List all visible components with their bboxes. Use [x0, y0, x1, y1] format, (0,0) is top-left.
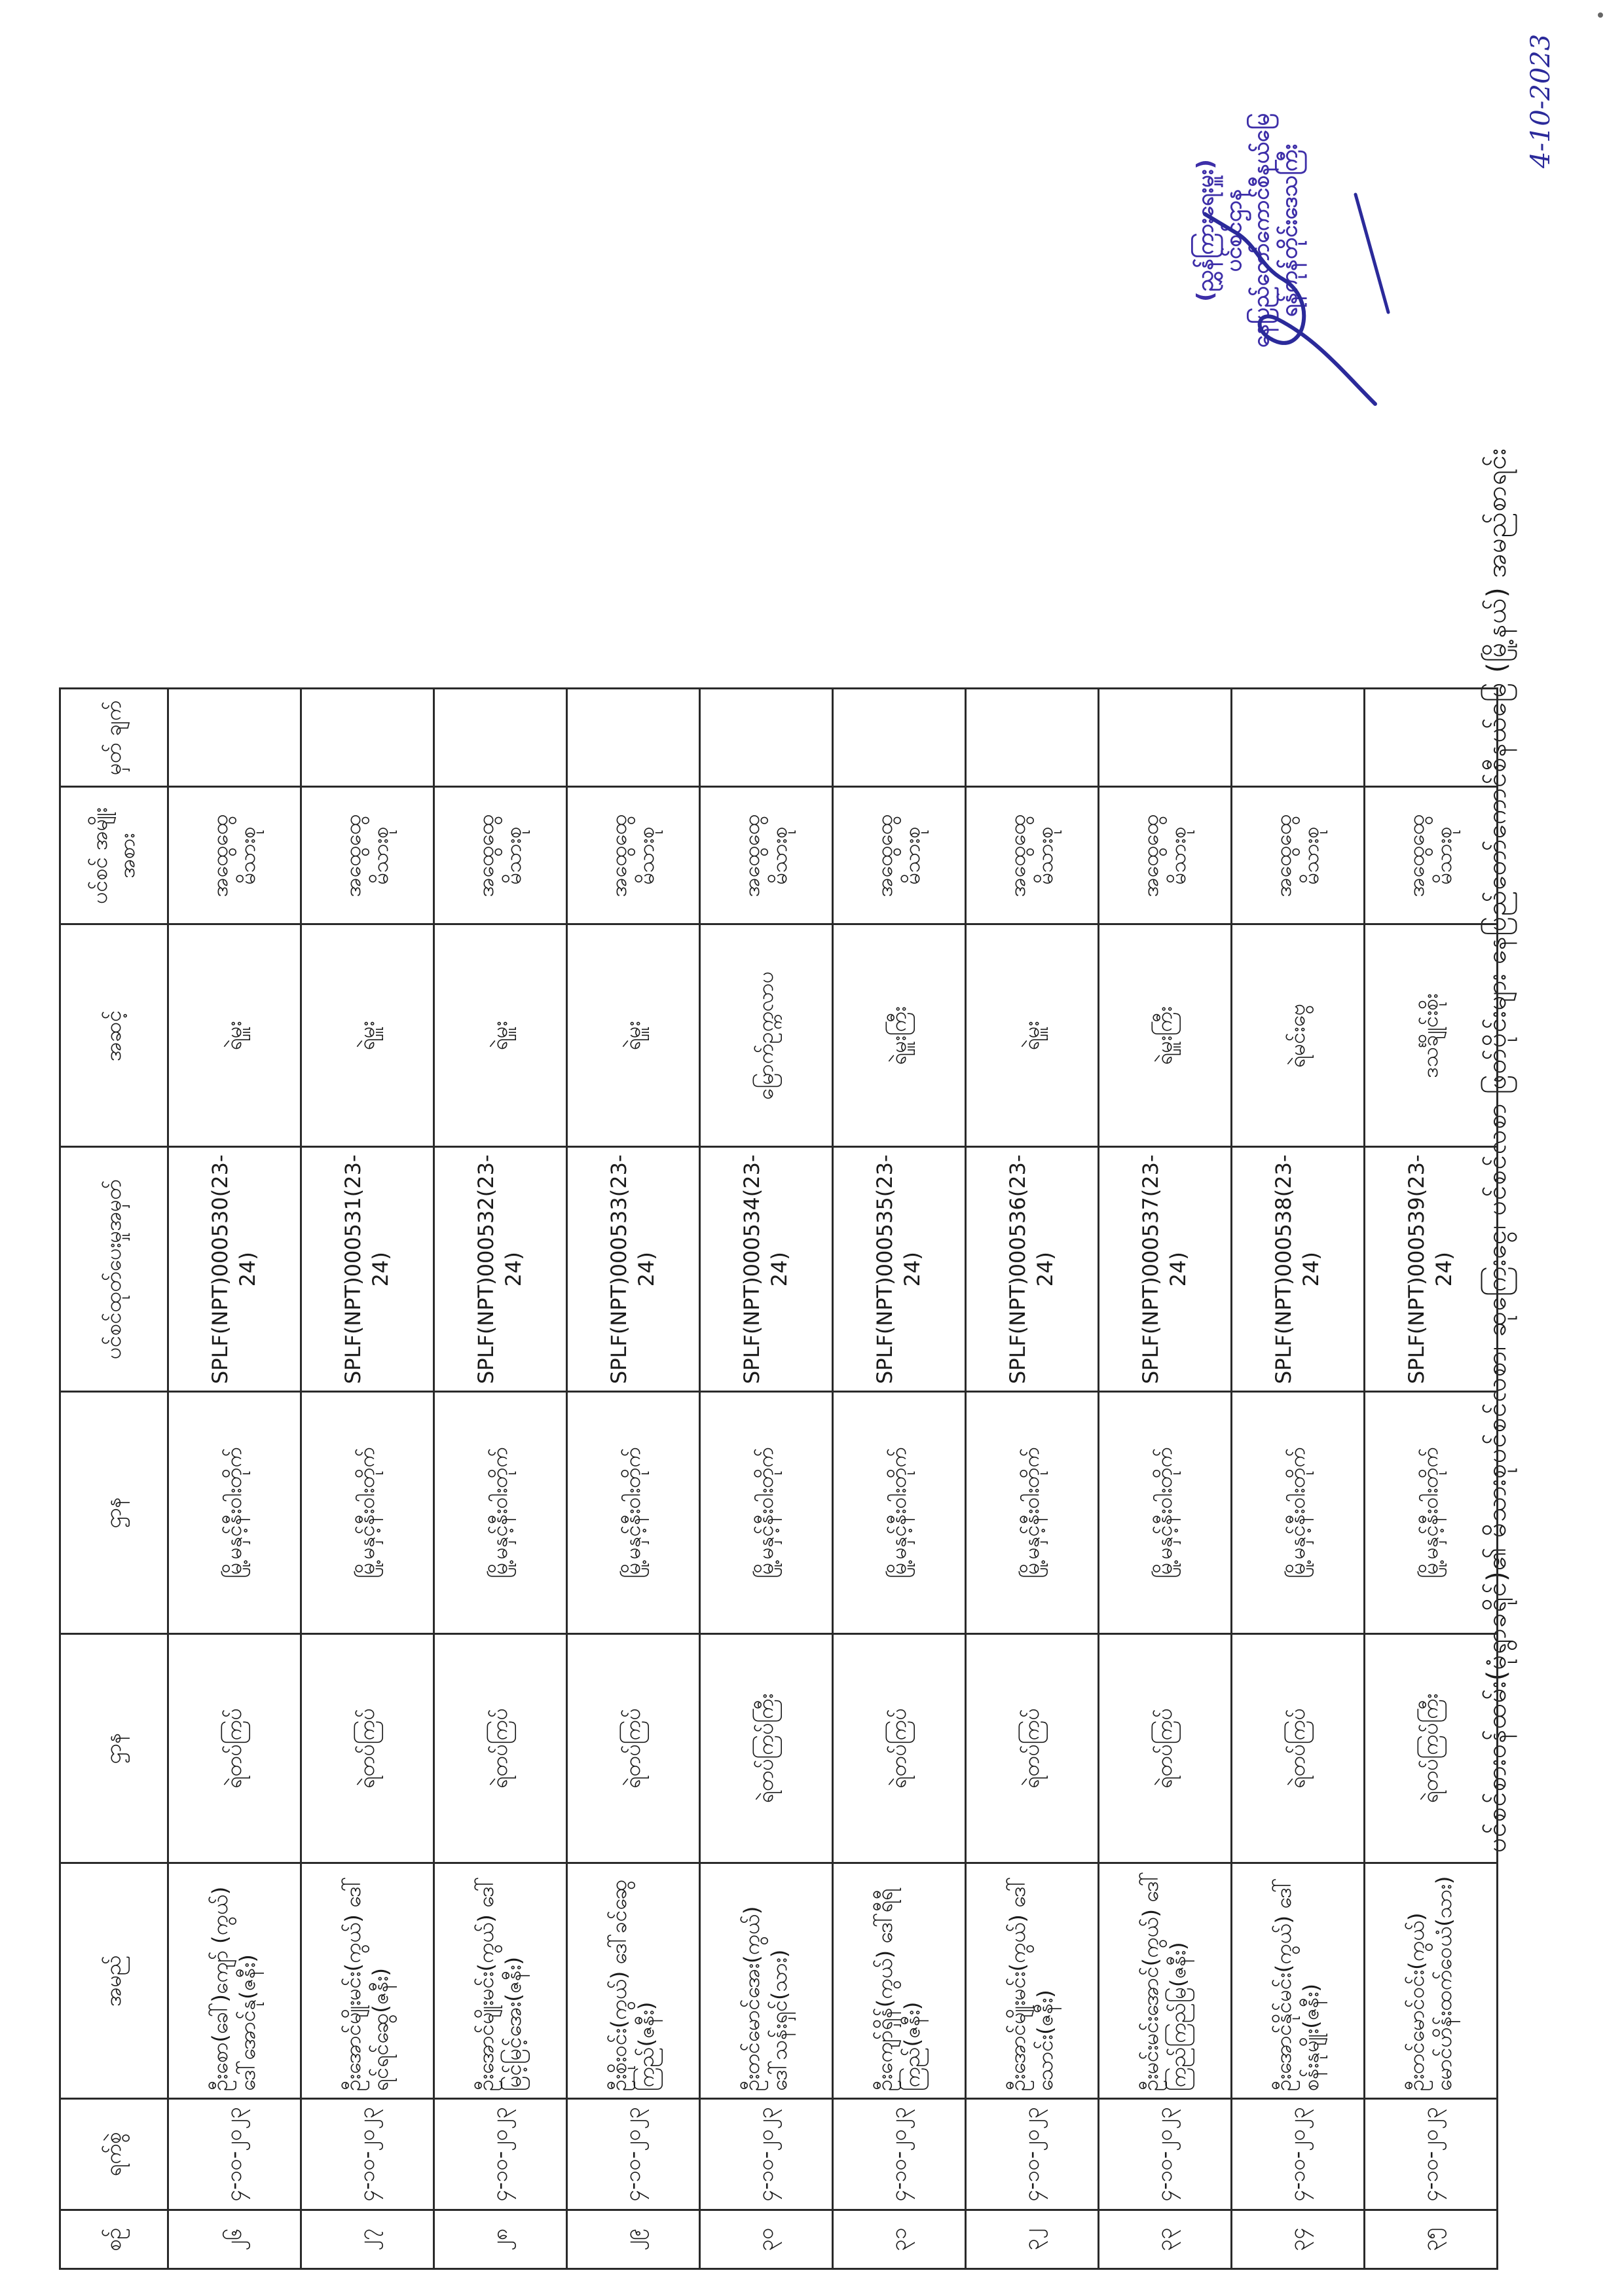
cell-subject: အထွေထွေ မိသားစု	[301, 787, 434, 924]
cell-name: ဦးတင်မောင်အေး(ကွယ်) ဒေါ်သန်းရှင်(သား)	[700, 1863, 833, 2099]
cell-date: ၄-၁၀-၂၀၂၃	[567, 2099, 700, 2210]
cell-subject: အထွေထွေ မိသားစု	[168, 787, 301, 924]
cell-date: ၄-၁၀-၂၀၂၃	[833, 2099, 966, 2210]
cell-no: ၂၉	[567, 2210, 700, 2269]
cell-license: SPLF(NPT)000539(23-24)	[1365, 1147, 1498, 1392]
cell-date: ၄-၁၀-၂၀၂၃	[168, 2099, 301, 2210]
cell-date: ၄-၁၀-၂၀၂၃	[1365, 2099, 1498, 2210]
cell-subject: အထွေထွေ မိသားစု	[434, 787, 567, 924]
cell-subject: အထွေထွေ မိသားစု	[567, 787, 700, 924]
cell-name: ဦးအောင်မျိုးမင်း(ကွယ်) ဒေါ်မြင့်မြင့်အေး(ဇနီး)	[434, 1863, 567, 2099]
cell-date: ၄-၁၀-၂၀၂၃	[1232, 2099, 1365, 2210]
cell-dept: ရဲတပ်ကြပ်	[434, 1634, 567, 1863]
cell-type: ရဲမှူး	[434, 924, 567, 1147]
cell-no: ၃၁	[833, 2210, 966, 2269]
table-row	[301, 689, 434, 2269]
punch-hole-mark	[1598, 12, 1603, 18]
cell-subject: အထွေထွေ မိသားစု	[1099, 787, 1232, 924]
cell-address: မြို့မနှင့်နီးဝါးတိုက်	[434, 1392, 567, 1634]
stamp-line-1: (ညွှန်ကြားရေးမှူး)	[1192, 159, 1219, 302]
table-row	[567, 689, 700, 2269]
table-row	[833, 689, 966, 2269]
cell-subject: အထွေထွေ မိသားစု	[833, 787, 966, 924]
cell-remark	[434, 689, 567, 787]
header-date: ရက်စွဲ	[60, 2099, 168, 2210]
cell-no: ၂၆	[168, 2210, 301, 2269]
cell-name: ဦးအောင်မျိုးမင်း(ကွယ်) ဒေါ်ရင်ရင်ဆွေ(ဇနီး)	[301, 1863, 434, 2099]
cell-no: ၂၈	[434, 2210, 567, 2269]
header-address: ဌာန	[60, 1392, 168, 1634]
cell-no: ၃၄	[1232, 2210, 1365, 2269]
cell-type: ဒသင်္ချိုင်းစိုး	[1365, 924, 1498, 1147]
table-row	[1365, 689, 1498, 2269]
cell-remark	[700, 689, 833, 787]
signature-stroke	[1205, 214, 1375, 404]
cell-type: ရဲမှူး	[567, 924, 700, 1147]
header-dept: ဌာန	[60, 1634, 168, 1863]
cell-remark	[966, 689, 1099, 787]
cell-type: ရဲမှူး	[168, 924, 301, 1147]
cell-name: ဦးမင်းမင်းအောင်(ကွယ်) ဒေါ်ကြည်ကြည်မြ(ဇနီး)	[1099, 1863, 1232, 2099]
cell-subject: အထွေထွေ မိသားစု	[966, 787, 1099, 924]
cell-license: SPLF(NPT)000532(23-24)	[434, 1147, 567, 1392]
cell-no: ၃၀	[700, 2210, 833, 2269]
cell-no: ၃၃	[1099, 2210, 1232, 2269]
signature-date: 4-10-2023	[1526, 33, 1556, 168]
cell-dept: ရဲတပ်ကြပ်	[966, 1634, 1099, 1863]
stamp-line-3: နေပြည်တော်ကောင်စီနယ်မြေ	[1248, 113, 1274, 348]
cell-license: SPLF(NPT)000531(23-24)	[301, 1147, 434, 1392]
cell-type: ရဲမှူးကြီး	[1099, 924, 1232, 1147]
stamp-line-4: ရန်ကုန်တိုင်းဒေသကြီး	[1276, 144, 1302, 317]
cell-address: မြို့မနှင့်နီးဝါးတိုက်	[1099, 1392, 1232, 1634]
cell-dept: ရဲတပ်ကြပ်	[168, 1634, 301, 1863]
cell-type: မြောက်ဥက္ကလာပ	[700, 924, 833, 1147]
cell-date: ၄-၁၀-၂၀၂၃	[966, 2099, 1099, 2210]
cell-license: SPLF(NPT)000534(23-24)	[700, 1147, 833, 1392]
signature	[1179, 155, 1414, 430]
cell-license: SPLF(NPT)000536(23-24)	[966, 1147, 1099, 1392]
cell-type: ရဲမင်းဗွေ	[1232, 924, 1365, 1147]
cell-remark	[833, 689, 966, 787]
cell-name: ဦးတင်မောင်ဝင်း(ကွယ်) မောင်ဟိန်းထက်ဝေယံ(သား)	[1365, 1863, 1498, 2099]
cell-address: မြို့မနှင့်နီးဝါးတိုက်	[833, 1392, 966, 1634]
signature-tail	[1356, 194, 1388, 312]
cell-license: SPLF(NPT)000533(23-24)	[567, 1147, 700, 1392]
cell-no: ၃၅	[1365, 2210, 1498, 2269]
cell-remark	[168, 689, 301, 787]
cell-type: ရဲမှူး	[301, 924, 434, 1147]
stamp-line-2: ပင်စင်ဌာန	[1220, 189, 1247, 272]
table-row	[434, 689, 567, 2269]
cell-license: SPLF(NPT)000535(23-24)	[833, 1147, 966, 1392]
table-row	[700, 689, 833, 2269]
cell-no: ၃၂	[966, 2210, 1099, 2269]
header-subject: ပင်စင် အမျိုးအစား	[60, 787, 168, 924]
cell-dept: ရဲတပ်ကြပ်	[1232, 1634, 1365, 1863]
cell-date: ၄-၁၀-၂၀၂၃	[434, 2099, 567, 2210]
header-no: စဉ်	[60, 2210, 168, 2269]
header-remark: မှတ် ချက်	[60, 689, 168, 787]
cell-license: SPLF(NPT)000537(23-24)	[1099, 1147, 1232, 1392]
cell-type: ရဲမှူးကြီး	[833, 924, 966, 1147]
table-row	[1232, 689, 1365, 2269]
cell-name: ဦးကျော်ရှိန်(ကွယ်) ဒေါ်ရီရီကြည်(ဇနီး)	[833, 1863, 966, 2099]
pension-table	[59, 688, 1498, 2270]
cell-name: ဦးအောင်မျိုးမင်း(ကွယ်) ဒေါ်သောင်း(ဇနီး)	[966, 1863, 1099, 2099]
table-row	[1099, 689, 1232, 2269]
cell-remark	[1099, 689, 1232, 787]
cell-date: ၄-၁၀-၂၀၂၃	[700, 2099, 833, 2210]
table-row	[168, 689, 301, 2269]
cell-dept: ရဲတပ်ကြပ်	[1099, 1634, 1232, 1863]
cell-name: ဦးအောင်နိုင်မင်း(ကွယ်) ဒေါ်စန်းနုမျိုး(ဇနီး)	[1232, 1863, 1365, 2099]
cell-address: မြို့မနှင့်နီးဝါးတိုက်	[966, 1392, 1099, 1634]
document-title: ပင်စင်စားဝန်ထမ်း(မုံရွာခရိုင်)၏ မိသားစုပင်စင်လစာ၊ ဆုကြေးငွေ၊ ပင်စင်လစာ ဖြတ်ပိုင်းများ နေပြည်တော်ကောင်စီနယ်မြေ (မြို့နယ်) အမည်စာရင်း	[1482, 448, 1512, 1853]
cell-dept: ရဲတပ်ကြပ်	[567, 1634, 700, 1863]
cell-dept: ရဲတပ်ကြပ်	[301, 1634, 434, 1863]
cell-subject: အထွေထွေ မိသားစု	[1232, 787, 1365, 924]
cell-dept: ရဲတပ်ကြပ်ကြီး	[1365, 1634, 1498, 1863]
cell-date: ၄-၁၀-၂၀၂၃	[1099, 2099, 1232, 2210]
header-type: အဆင့်	[60, 924, 168, 1147]
cell-dept: ရဲတပ်ကြပ်ကြီး	[700, 1634, 833, 1863]
cell-name: ဦးစော(ခေါ်)ကျော် (ကွယ်) ဒေါ်အောင်နု(ဇနီး)	[168, 1863, 301, 2099]
cell-address: မြို့မနှင့်နီးဝါးတိုက်	[301, 1392, 434, 1634]
table-row	[966, 689, 1099, 2269]
cell-license: SPLF(NPT)000530(23-24)	[168, 1147, 301, 1392]
cell-address: မြို့မနှင့်နီးဝါးတိုက်	[700, 1392, 833, 1634]
cell-address: မြို့မနှင့်နီးဝါးတိုက်	[567, 1392, 700, 1634]
cell-remark	[1232, 689, 1365, 787]
cell-name: ဦးစိုးဝင်း(ကွယ်) ဒေါ်ခင်ဆွေကြည်(ဇနီး)	[567, 1863, 700, 2099]
header-license: ပင်စင်ထုတ်ပေးမှုအမှတ်	[60, 1147, 168, 1392]
table-header-row	[60, 689, 168, 2269]
cell-no: ၂၇	[301, 2210, 434, 2269]
cell-remark	[1365, 689, 1498, 787]
cell-address: မြို့မနှင့်နီးဝါးတိုက်	[1365, 1392, 1498, 1634]
header-name: အမည်	[60, 1863, 168, 2099]
cell-remark	[301, 689, 434, 787]
cell-license: SPLF(NPT)000538(23-24)	[1232, 1147, 1365, 1392]
cell-address: မြို့မနှင့်နီးဝါးတိုက်	[1232, 1392, 1365, 1634]
cell-remark	[567, 689, 700, 787]
cell-type: ရဲမှူး	[966, 924, 1099, 1147]
cell-date: ၄-၁၀-၂၀၂၃	[301, 2099, 434, 2210]
cell-subject: အထွေထွေ မိသားစု	[1365, 787, 1498, 924]
cell-address: မြို့မနှင့်နီးဝါးတိုက်	[168, 1392, 301, 1634]
cell-dept: ရဲတပ်ကြပ်	[833, 1634, 966, 1863]
cell-subject: အထွေထွေ မိသားစု	[700, 787, 833, 924]
